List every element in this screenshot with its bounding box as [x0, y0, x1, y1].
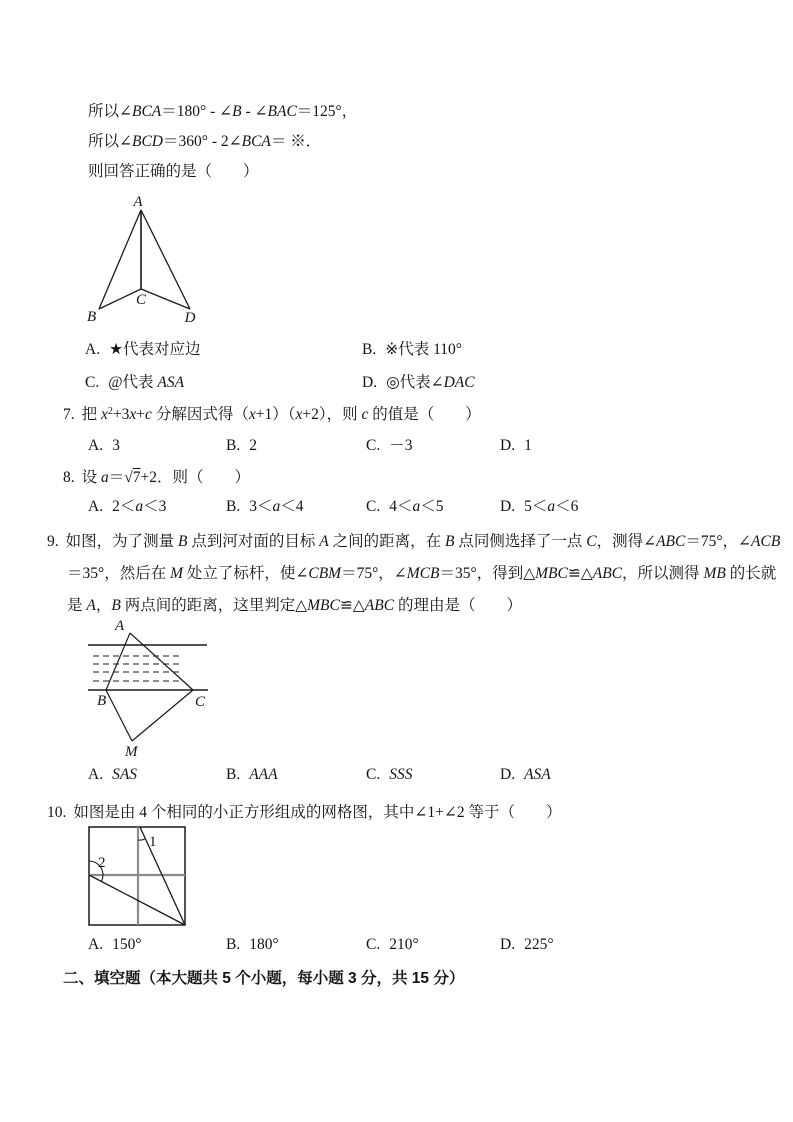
option-letter: B.	[362, 341, 377, 358]
option-text: 1	[524, 437, 532, 454]
option-letter: A.	[88, 766, 104, 783]
vertex-label-c: C	[195, 694, 206, 710]
option-text: 210°	[389, 936, 419, 953]
option-letter: C.	[85, 374, 100, 391]
option-letter: D.	[500, 766, 516, 783]
figure3-grid-diagram	[85, 824, 201, 934]
option-letter: D.	[500, 437, 516, 454]
option-text: AAA	[249, 766, 278, 783]
question-9-line-1	[47, 531, 780, 552]
segment-bm	[106, 690, 132, 741]
option-letter: A.	[88, 437, 104, 454]
option-letter: B.	[226, 936, 241, 953]
question-text: 如图是由 4 个相同的小正方形组成的网格图，其中∠1+∠2 等于（ ）	[73, 804, 562, 821]
option-text: ASA	[524, 766, 551, 783]
option-text: 3	[112, 437, 120, 454]
q6-option-c	[85, 372, 184, 393]
question-text: 如图，为了测量 B 点到河对面的目标 A 之间的距离，在 B 点同侧选择了一点 C，测得∠ABC＝75°，∠ACB	[65, 533, 781, 550]
q7-option-c	[366, 435, 412, 456]
side-ad	[141, 210, 190, 309]
vertex-label-b: B	[87, 309, 97, 325]
option-letter: B.	[226, 437, 241, 454]
vertex-label-b: B	[97, 693, 107, 709]
option-letter: D.	[362, 374, 378, 391]
side-ab	[99, 210, 141, 309]
angle-label-1: 1	[149, 834, 157, 850]
angle1-arc	[138, 839, 145, 840]
q10-option-c	[366, 934, 419, 955]
question-text: 设 a＝√7+2．则（ ）	[81, 469, 251, 486]
q6-option-d	[362, 372, 475, 393]
q8-option-b	[226, 496, 304, 517]
option-text: ※代表 110°	[385, 341, 462, 358]
option-text: 2＜a＜3	[112, 498, 167, 515]
question-number: 9.	[47, 533, 59, 550]
option-text: 225°	[524, 936, 554, 953]
option-text: SAS	[112, 766, 138, 783]
figure2-river-diagram	[85, 616, 235, 764]
option-text: －3	[389, 437, 413, 454]
segment-cm	[132, 690, 193, 741]
q8-option-d	[500, 496, 578, 517]
question-9-line-3: 是 A，B 两点间的距离，这里判定△MBC≌△ABC 的理由是（ ）	[67, 597, 522, 614]
option-text: 4＜a＜5	[389, 498, 444, 515]
q9-option-a	[88, 764, 137, 785]
question-number: 10.	[47, 804, 67, 821]
angle-label-2: 2	[98, 855, 106, 871]
section-2-heading: 二、填空题（本大题共 5 个小题，每小题 3 分，共 15 分）	[63, 970, 465, 987]
proof-line-1: 所以∠BCA＝180° - ∠B - ∠BAC＝125°，	[88, 103, 358, 120]
vertex-label-m: M	[125, 744, 138, 760]
option-letter: D.	[500, 936, 516, 953]
option-text: 180°	[249, 936, 279, 953]
option-letter: A.	[85, 341, 101, 358]
option-letter: A.	[88, 936, 104, 953]
option-letter: C.	[366, 498, 381, 515]
question-10	[47, 802, 561, 823]
option-letter: A.	[88, 498, 104, 515]
question-9-line-2: ＝35°，然后在 M 处立了标杆，使∠CBM＝75°，∠MCB＝35°，得到△MBC≌△ABC，所以测得 MB 的长就	[67, 565, 777, 582]
vertex-label-c: C	[135, 292, 147, 308]
option-text: 150°	[112, 936, 142, 953]
q10-option-d	[500, 934, 554, 955]
q6-option-a	[85, 339, 200, 360]
question-number: 7.	[63, 406, 75, 423]
q10-option-a	[88, 934, 142, 955]
question-text: 把 $x^2+3x+c$ 分解因式得（x+1）（x+2），则 c 的值是（ ）	[81, 406, 481, 423]
option-text: SSS	[389, 766, 413, 783]
option-letter: B.	[226, 498, 241, 515]
q9-option-d	[500, 764, 551, 785]
figure1-dart-diagram	[78, 193, 218, 330]
vertex-label-a: A	[115, 618, 125, 634]
q9-option-c	[366, 764, 412, 785]
q7-option-a	[88, 435, 120, 456]
option-letter: C.	[366, 766, 381, 783]
q10-option-b	[226, 934, 279, 955]
q8-option-a	[88, 496, 166, 517]
option-letter: D.	[500, 498, 516, 515]
vertex-label-a: A	[133, 194, 143, 210]
side-cd	[141, 289, 190, 309]
segment-ac	[130, 633, 193, 690]
option-text: ★代表对应边	[109, 341, 201, 358]
side-bc	[99, 289, 141, 309]
option-text: 2	[249, 437, 257, 454]
option-text: @代表 ASA	[108, 374, 185, 391]
option-letter: C.	[366, 437, 381, 454]
option-letter: B.	[226, 766, 241, 783]
option-text: ◎代表∠DAC	[386, 374, 475, 391]
q8-option-c	[366, 496, 444, 517]
proof-line-2: 所以∠BCD＝360° - 2∠BCA＝ ※．	[88, 133, 322, 150]
question-7	[63, 404, 481, 427]
option-text: 3＜a＜4	[249, 498, 304, 515]
q7-option-d	[500, 435, 532, 456]
option-letter: C.	[366, 936, 381, 953]
q9-option-b	[226, 764, 278, 785]
question-number: 8.	[63, 469, 75, 486]
vertex-label-d: D	[184, 310, 196, 326]
option-text: 5＜a＜6	[524, 498, 579, 515]
proof-line-3: 则回答正确的是（ ）	[88, 163, 259, 180]
question-8	[63, 467, 250, 488]
q7-option-b	[226, 435, 257, 456]
q6-option-b	[362, 339, 462, 360]
